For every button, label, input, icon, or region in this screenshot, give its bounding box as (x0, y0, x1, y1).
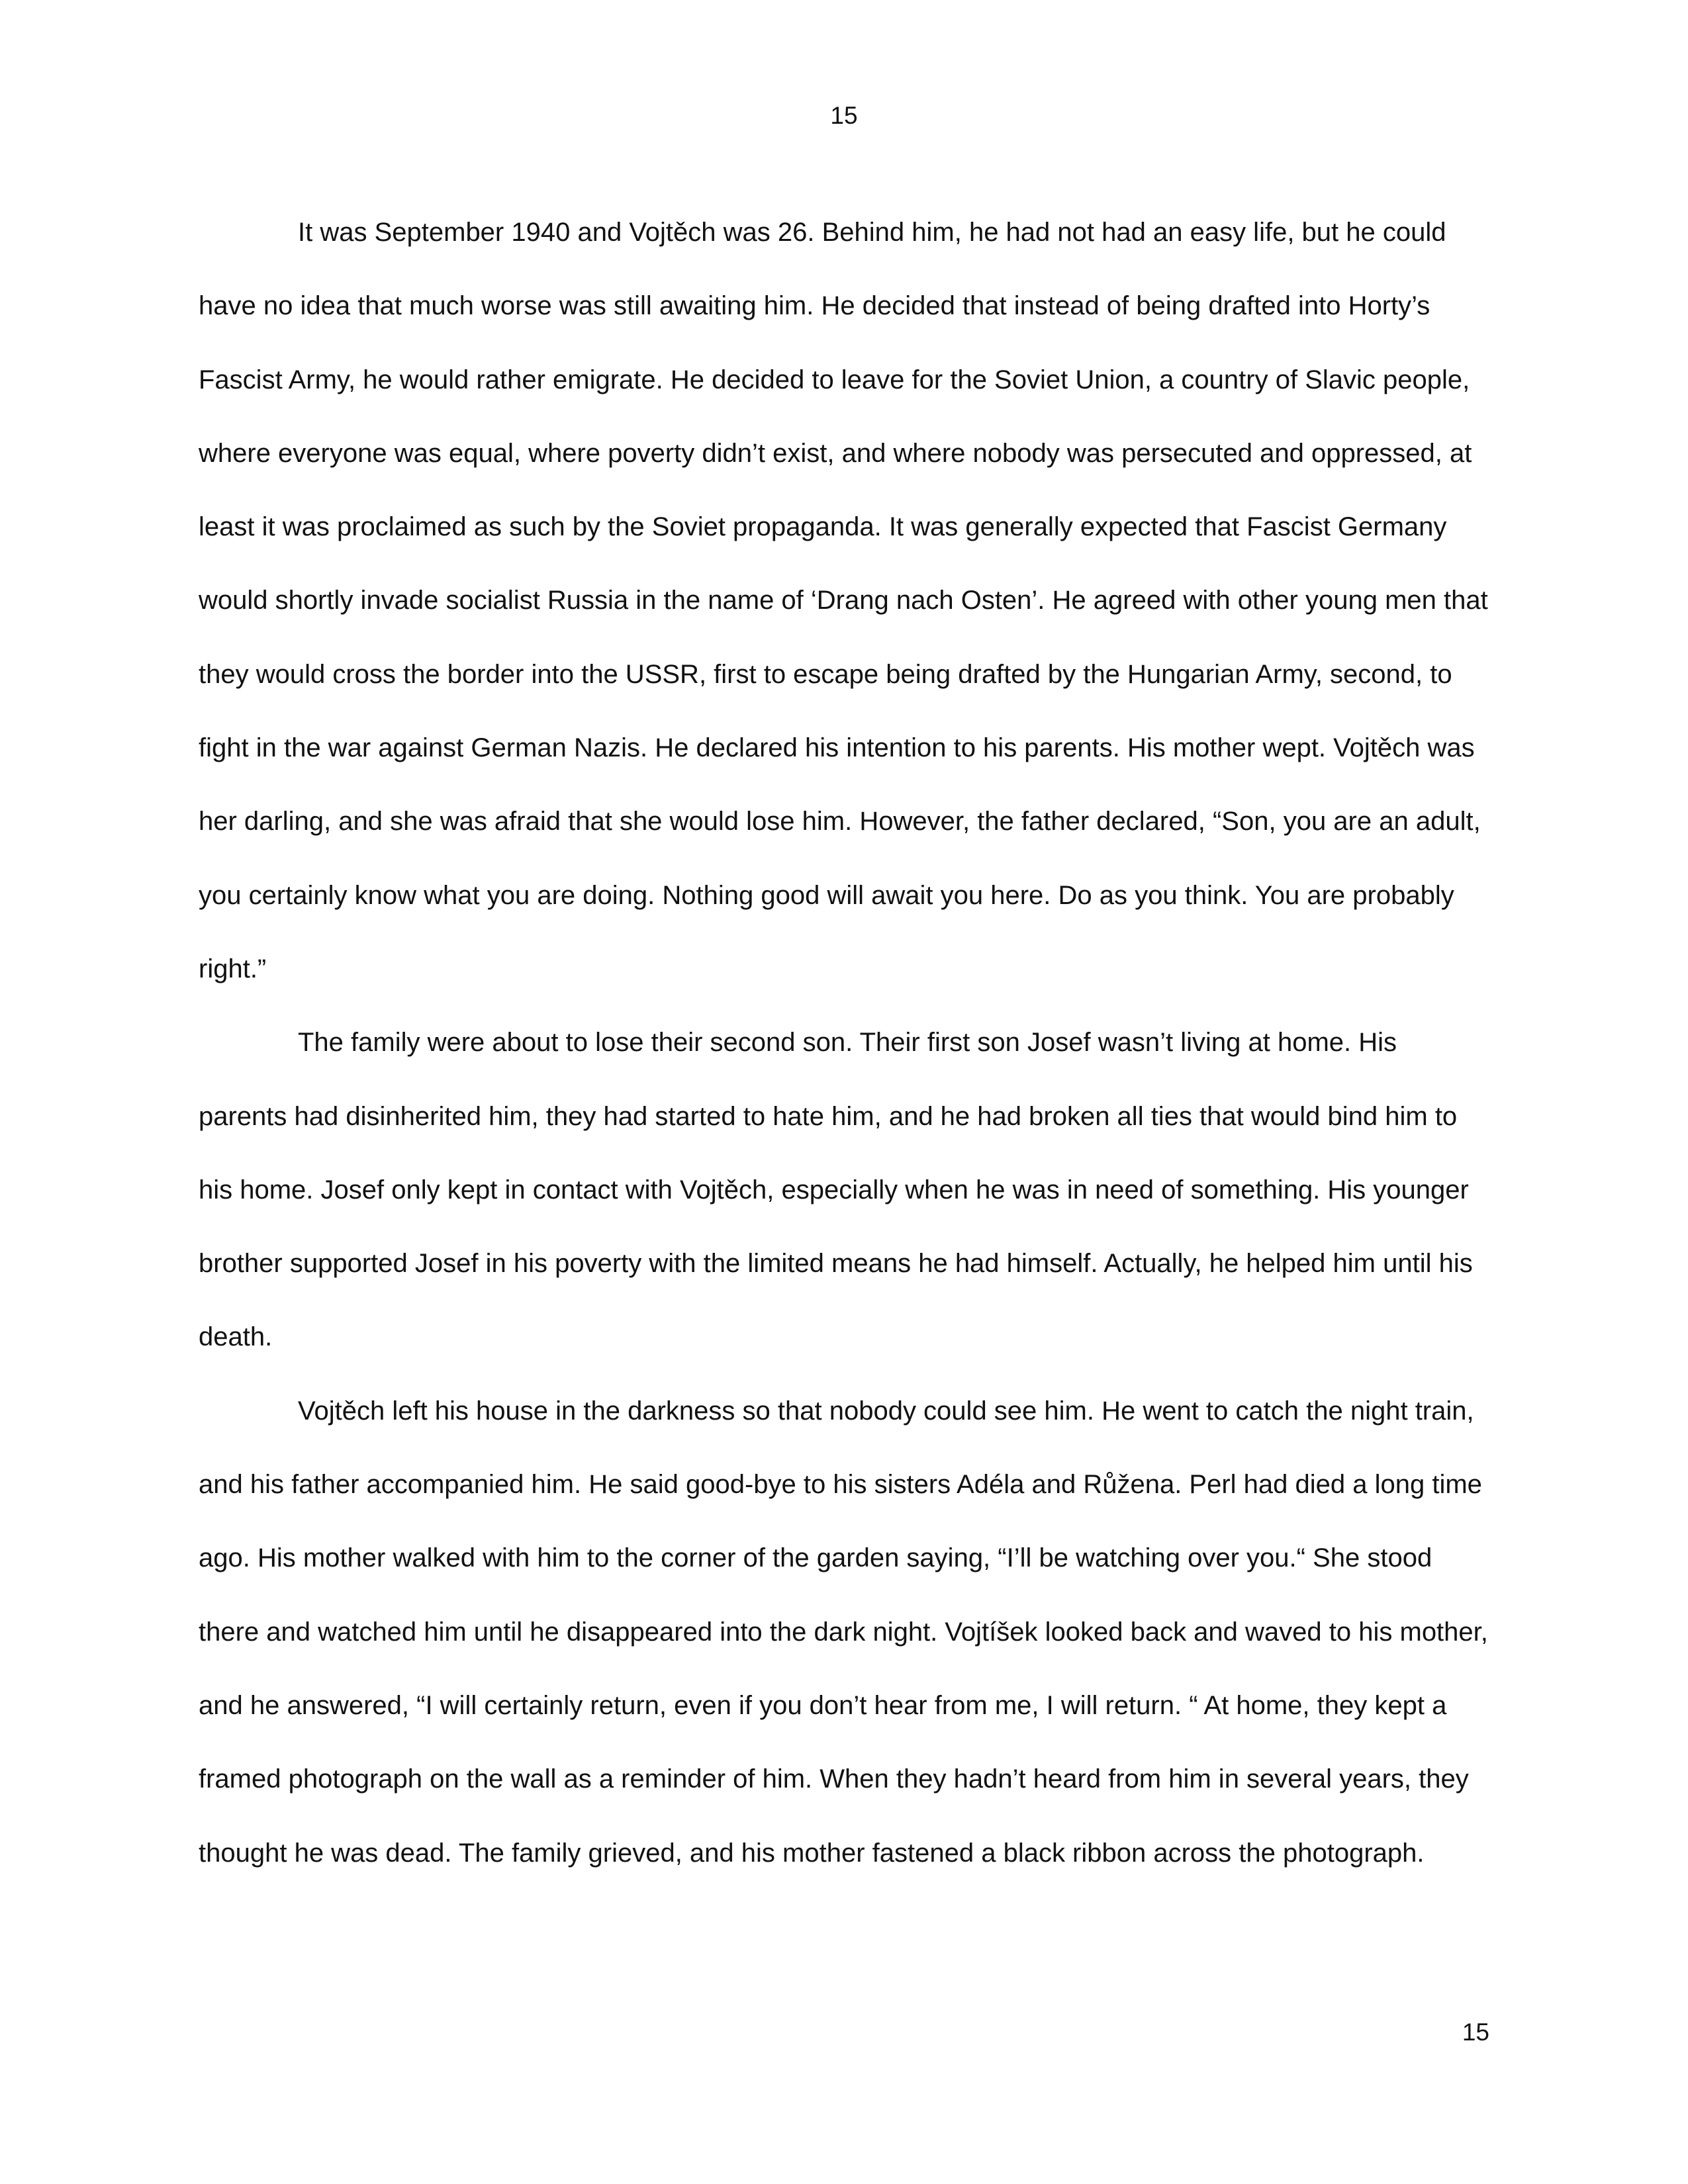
paragraph-1: It was September 1940 and Vojtěch was 26. Behind him, he had not had an easy life, but he could have no idea that much worse was still awaiting him. He decided that instead of being drafted into Horty’s Fascist Army, he would rather emigrate. He decided to leave for the Soviet Union, a country of Slavic people, where everyone was equal, where poverty didn’t exist, and where nobody was persecuted and oppressed, at least it was proclaimed as such by the Soviet propaganda. It was generally expected that Fascist Germany would shortly invade socialist Russia in the name of ‘Drang nach Osten’. He agreed with other young men that they would cross the border into the USSR, first to escape being drafted by the Hungarian Army, second, to fight in the war against German Nazis. He declared his intention to his parents. His mother wept. Vojtěch was her darling, and she was afraid that she would lose him. However, the father declared, “Son, you are an adult, you certainly know what you are doing. Nothing good will await you here. Do as you think. You are probably right.” (199, 218, 1488, 983)
body-text (199, 196, 1489, 1890)
paragraph-2: The family were about to lose their second son. Their first son Josef wasn’t living at home. His parents had disinherited him, they had started to hate him, and he had broken all ties that would bind him to his home. Josef only kept in contact with Vojtěch, especially when he was in need of something. His younger brother supported Josef in his poverty with the limited means he had himself. Actually, he helped him until his death. (199, 1028, 1473, 1352)
page-number-footer: 15 (1462, 2019, 1489, 2046)
page-number-header: 15 (830, 102, 858, 129)
paragraph-3: Vojtěch left his house in the darkness so that nobody could see him. He went to catch the night train, and his father accompanied him. He said good-bye to his sisters Adéla and Růžena. Perl had died a long time ago. His mother walked with him to the corner of the garden saying, “I’ll be watching over you.“ She stood there and watched him until he disappeared into the dark night. Vojtíšek looked back and waved to his mother, and he answered, “I will certainly return, even if you don’t hear from me, I will return. “ At home, they kept a framed photograph on the wall as a reminder of him. When they hadn’t heard from him in several years, they thought he was dead. The family grieved, and his mother fastened a black ribbon across the photograph. (199, 1396, 1488, 1868)
